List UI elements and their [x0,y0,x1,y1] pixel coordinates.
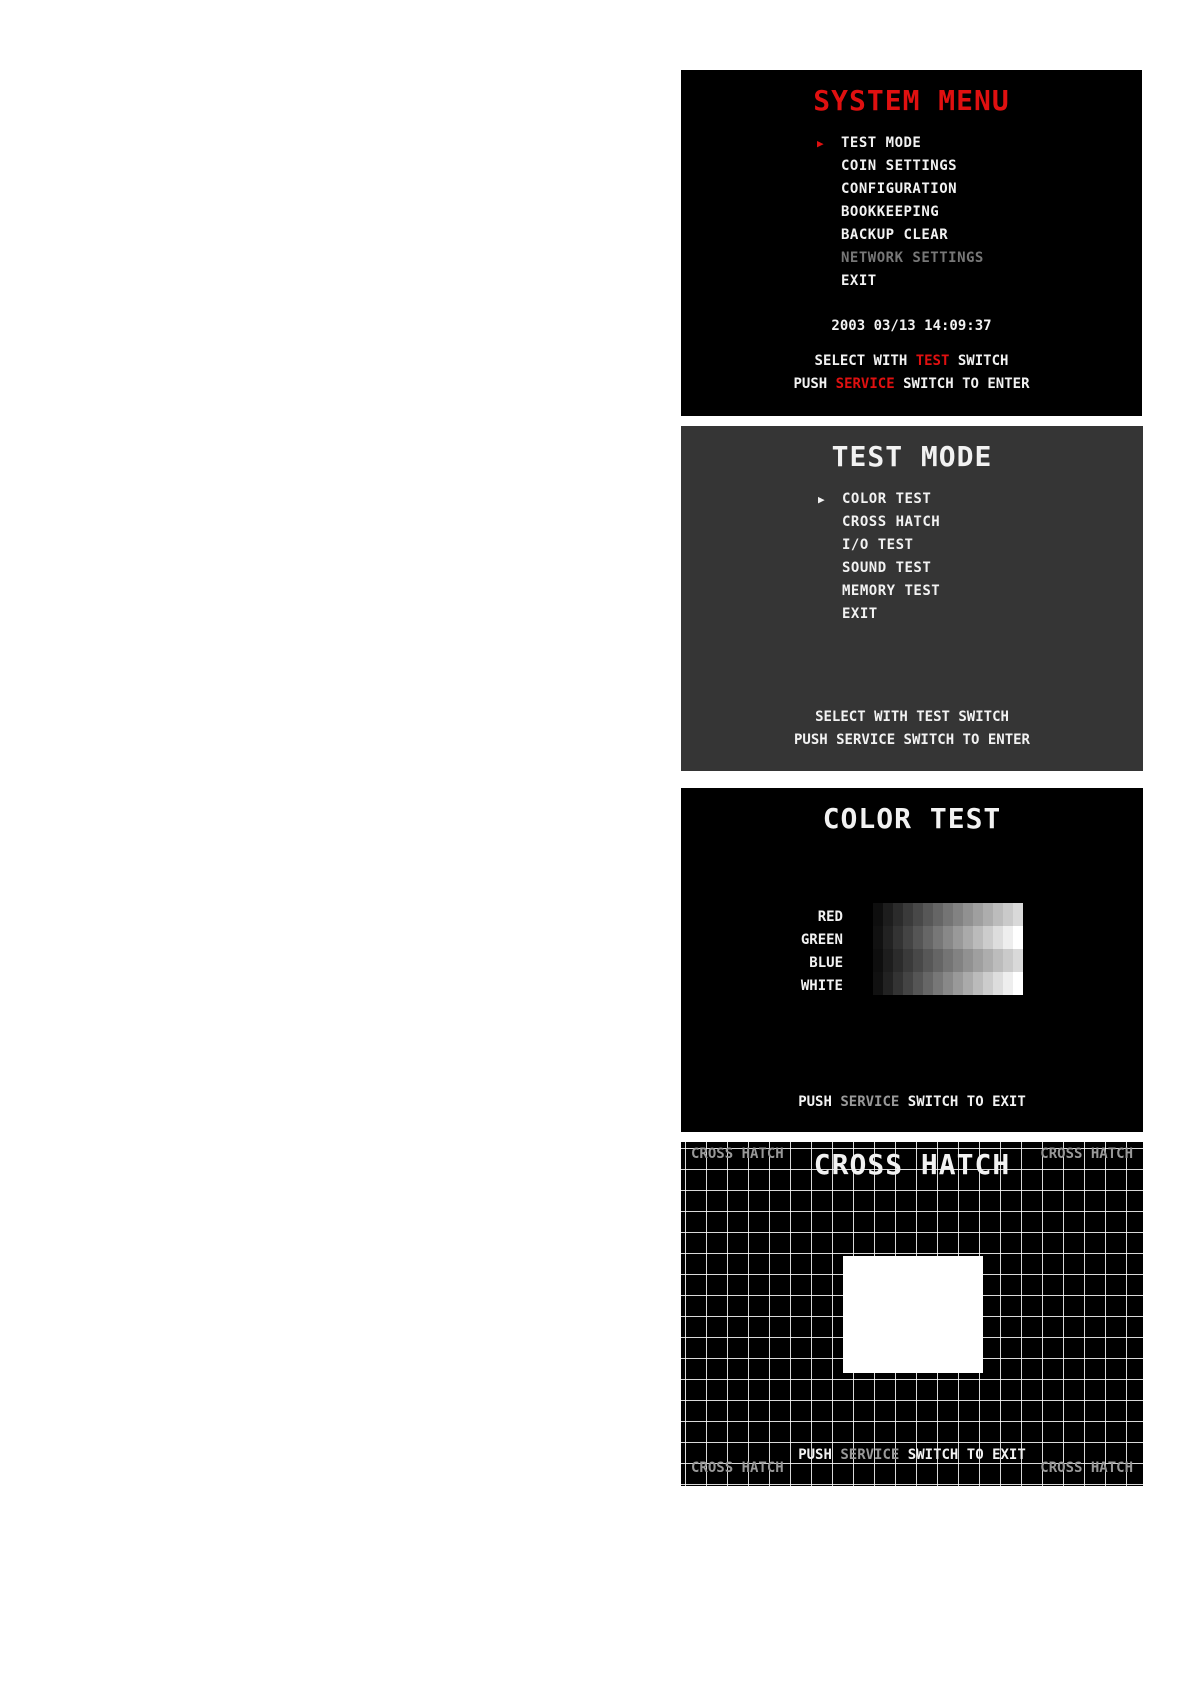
corner-label-bottom-right: CROSS HATCH [1040,1460,1133,1476]
system-menu-screen [681,70,1142,416]
menu-item-test-mode[interactable]: ▶ TEST MODE [841,132,984,155]
ramp-step [983,972,993,995]
test-mode-screen [681,426,1143,771]
help-enter-line: PUSH SERVICE SWITCH TO ENTER [793,376,1030,392]
ramp-step [1013,972,1023,995]
ramp-step [913,949,923,972]
ramp-step [1003,903,1013,926]
ramp-step [1013,926,1023,949]
ramp-step [1003,926,1013,949]
ramp-step [903,926,913,949]
service-switch-key: SERVICE [835,376,895,392]
cross-hatch-title: CROSS HATCH [813,1148,1011,1181]
ramp-step [923,949,933,972]
ramp-step [943,949,953,972]
ramp-step [973,972,983,995]
channel-label-green: GREEN [800,932,843,948]
ramp-step [963,949,973,972]
white-center-box [843,1256,983,1373]
ramp-step [983,949,993,972]
ramp-step [893,972,903,995]
ramp-step [903,903,913,926]
cursor-arrow-icon: ▶ [817,137,824,150]
ramp-step [863,903,873,926]
system-menu-title: SYSTEM MENU [813,84,1010,117]
cursor-arrow-icon: ▶ [818,493,825,506]
ramp-step [863,949,873,972]
ramp-step [883,949,893,972]
ramp-step [873,949,883,972]
ramp-step [983,903,993,926]
menu-item-sound-test[interactable]: SOUND TEST [842,560,932,576]
ramp-step [963,972,973,995]
ramp-step [863,972,873,995]
ramp-step [973,903,983,926]
menu-item-color-test[interactable]: ▶ COLOR TEST [842,488,940,511]
corner-label-top-right: CROSS HATCH [1040,1146,1133,1162]
ramp-step [913,903,923,926]
system-menu-list [817,132,984,293]
ramp-step [903,972,913,995]
menu-item-exit[interactable]: EXIT [842,606,878,622]
ramp-step [923,972,933,995]
color-test-title: COLOR TEST [822,802,1002,835]
ramp-step [993,972,1003,995]
ramp-step [933,972,943,995]
ramp-step [913,926,923,949]
ramp-step [943,926,953,949]
ramp-step [883,926,893,949]
system-datetime: 2003 03/13 14:09:37 [831,318,992,334]
ramp-step [983,926,993,949]
ramp-step [953,949,963,972]
menu-item-backup-clear[interactable]: BACKUP CLEAR [841,227,949,243]
help-enter-line: PUSH SERVICE SWITCH TO ENTER [793,732,1030,748]
ramp-step [963,903,973,926]
ramp-step [893,949,903,972]
corner-label-bottom-left: CROSS HATCH [691,1460,784,1476]
ramp-step [943,972,953,995]
ramp-step [883,972,893,995]
ramp-step [993,949,1003,972]
help-exit-line: PUSH SERVICE SWITCH TO EXIT [798,1447,1026,1463]
menu-item-network-settings: NETWORK SETTINGS [841,250,984,266]
ramp-step [993,903,1003,926]
channel-label-white: WHITE [800,978,843,994]
ramp-step [1003,949,1013,972]
menu-item-io-test[interactable]: I/O TEST [842,537,914,553]
channel-labels [681,906,843,998]
menu-item-memory-test[interactable]: MEMORY TEST [842,583,941,599]
test-mode-list [818,488,941,626]
ramp-step [933,903,943,926]
ramp-blue [863,949,1023,972]
ramp-step [923,926,933,949]
ramp-white [863,972,1023,995]
channel-label-red: RED [817,909,843,925]
channel-label-blue: BLUE [809,955,843,971]
ramp-step [923,903,933,926]
color-test-screen [681,788,1143,1132]
ramp-step [863,926,873,949]
ramp-step [893,926,903,949]
ramp-step [873,903,883,926]
ramp-step [943,903,953,926]
ramp-step [1013,949,1023,972]
service-switch-key: SERVICE [840,1447,900,1463]
ramp-step [873,926,883,949]
menu-item-configuration[interactable]: CONFIGURATION [841,181,958,197]
ramp-red [863,903,1023,926]
ramp-step [953,926,963,949]
test-switch-key: TEST [915,353,950,369]
test-mode-title: TEST MODE [831,440,993,473]
ramp-step [913,972,923,995]
menu-item-cross-hatch[interactable]: CROSS HATCH [842,514,941,530]
ramp-step [963,926,973,949]
ramp-step [973,949,983,972]
menu-item-exit[interactable]: EXIT [841,273,877,289]
ramp-step [973,926,983,949]
ramp-green [863,926,1023,949]
ramp-step [873,972,883,995]
help-select-line: SELECT WITH TEST SWITCH [815,709,1009,725]
menu-item-bookkeeping[interactable]: BOOKKEEPING [841,204,940,220]
ramp-step [953,972,963,995]
menu-item-coin-settings[interactable]: COIN SETTINGS [841,158,958,174]
corner-label-top-left: CROSS HATCH [691,1146,784,1162]
cross-hatch-screen [681,1142,1143,1486]
ramp-step [953,903,963,926]
ramp-step [1013,903,1023,926]
help-select-line: SELECT WITH TEST SWITCH [814,353,1009,369]
ramp-step [893,903,903,926]
color-ramps [863,903,1023,995]
ramp-step [993,926,1003,949]
ramp-step [903,949,913,972]
ramp-step [1003,972,1013,995]
ramp-step [933,949,943,972]
ramp-step [933,926,943,949]
service-switch-key: SERVICE [840,1094,900,1110]
ramp-step [883,903,893,926]
help-exit-line: PUSH SERVICE SWITCH TO EXIT [798,1094,1026,1110]
